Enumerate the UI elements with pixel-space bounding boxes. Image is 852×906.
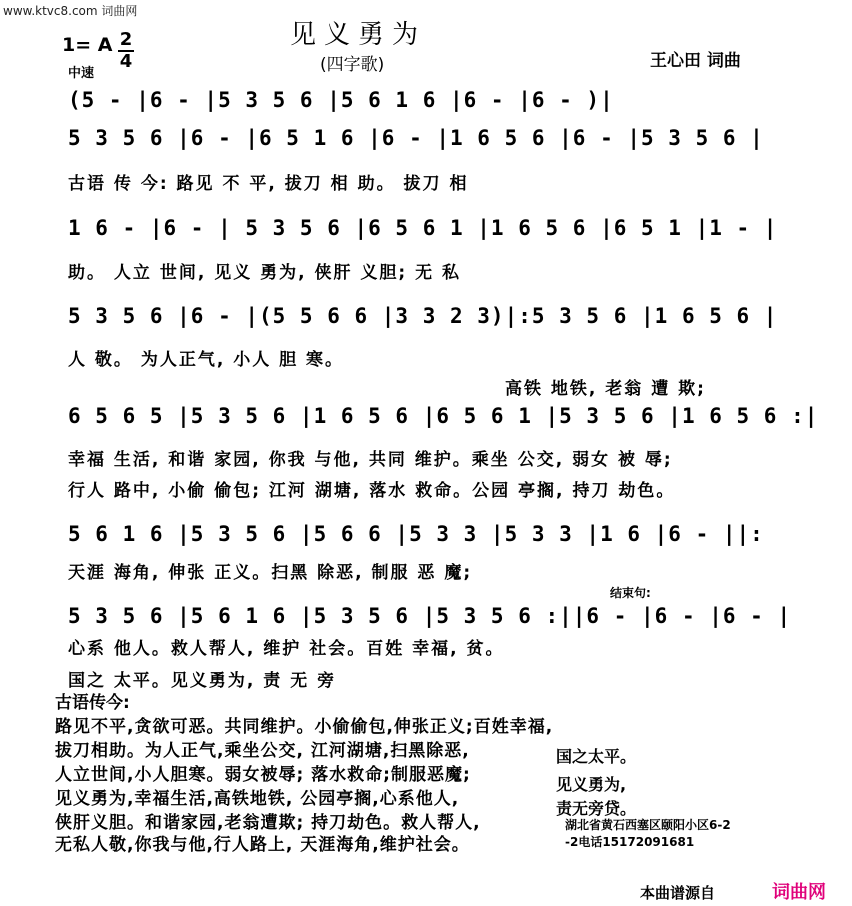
verse-line: 人立世间,小人胆寒。弱女被辱; 落水救命;制服恶魔; — [55, 765, 471, 785]
lyrics-row-2: 古语 传 今: 路见 不 平, 拔刀 相 助。 拔刀 相 — [68, 174, 469, 194]
lyrics-row-7-second: 国之 太平。见义勇为, 责 无 旁 — [68, 671, 337, 691]
lyricist-credit: 王心田 词曲 — [650, 51, 741, 71]
lyrics-row-3: 助。 人立 世间, 见义 勇为, 侠肝 义胆; 无 私 — [68, 263, 462, 283]
key-signature: 1= A — [62, 34, 113, 56]
ending-label: 结束句: — [610, 586, 651, 600]
song-title: 见义勇为 — [290, 20, 427, 50]
lyrics-row-6: 天涯 海角, 伸张 正义。扫黑 除恶, 制服 恶 魔; — [68, 563, 473, 583]
watermark: www.ktvc8.com 词曲网 — [3, 4, 138, 18]
verse-line: 见义勇为,幸福生活,高铁地铁, 公园亭搁,心系他人, — [55, 789, 460, 809]
verse-title: 古语传今: — [55, 693, 130, 713]
score-row-4: 5 3 5 6 |6 - |(5 5 6 6 |3 3 2 3)|:5 3 5 6 |1 6 5 6 | — [68, 304, 778, 328]
score-row-2: 5 3 5 6 |6 - |6 5 1 6 |6 - |1 6 5 6 |6 - |5 3 5 6 | — [68, 126, 764, 150]
verse-line: 侠肝义胆。和谐家园,老翁遭欺; 持刀劫色。救人帮人, — [55, 813, 481, 833]
verse-side-line: 国之太平。 — [556, 747, 637, 766]
verse-side-line: 见义勇为, — [556, 775, 627, 794]
score-row-7: 5 3 5 6 |5 6 1 6 |5 3 5 6 |5 3 5 6 :||6 - |6 - |6 - | — [68, 604, 792, 628]
source-credit: 本曲谱源自 — [640, 884, 716, 902]
score-row-3: 1 6 - |6 - | 5 3 5 6 |6 5 6 1 |1 6 5 6 |6 5 1 |1 - | — [68, 216, 778, 240]
verse-side-line: 责无旁贷。 — [556, 799, 637, 818]
lyrics-row-7: 心系 他人。救人帮人, 维护 社会。百姓 幸福, 贫。 — [68, 639, 505, 659]
address-line-1: 湖北省黄石西塞区颐阳小区6-2 — [565, 818, 731, 832]
score-row-1: (5 - |6 - |5 3 5 6 |5 6 1 6 |6 - |6 - )| — [68, 88, 614, 112]
lyrics-row-5-second: 行人 路中, 小偷 偷包; 江河 湖塘, 落水 救命。公园 亭搁, 持刀 劫色。 — [68, 481, 676, 501]
score-row-6: 5 6 1 6 |5 3 5 6 |5 6 6 |5 3 3 |5 3 3 |1 6 |6 - ||: — [68, 522, 764, 546]
lyrics-row-5: 幸福 生活, 和谐 家园, 你我 与他, 共同 维护。乘坐 公交, 弱女 被 辱; — [68, 450, 673, 470]
contact-address — [565, 817, 731, 851]
time-numerator: 2 — [119, 29, 133, 50]
verse-line: 拔刀相助。为人正气,乘坐公交, 江河湖塘,扫黑除恶, — [55, 741, 470, 761]
song-subtitle: (四字歌) — [320, 55, 385, 75]
verse-line: 无私人敬,你我与他,行人路上, 天涯海角,维护社会。 — [55, 835, 470, 855]
score-row-5: 6 5 6 5 |5 3 5 6 |1 6 5 6 |6 5 6 1 |5 3 5 6 |1 6 5 6 :| — [68, 404, 819, 428]
time-denominator: 4 — [119, 51, 133, 72]
time-signature — [118, 30, 134, 72]
verse-line: 路见不平,贪欲可恶。共同维护。小偷偷包,伸张正义;百姓幸福, — [55, 717, 554, 737]
site-logo[interactable]: 词曲网 — [772, 882, 826, 903]
lyrics-row-4: 人 敬。 为人正气, 小人 胆 寒。 — [68, 350, 345, 370]
tempo-marking: 中速 — [68, 66, 95, 81]
lyrics-row-4-second: 高铁 地铁, 老翁 遭 欺; — [505, 379, 706, 399]
address-line-2: -2电话15172091681 — [565, 835, 695, 849]
